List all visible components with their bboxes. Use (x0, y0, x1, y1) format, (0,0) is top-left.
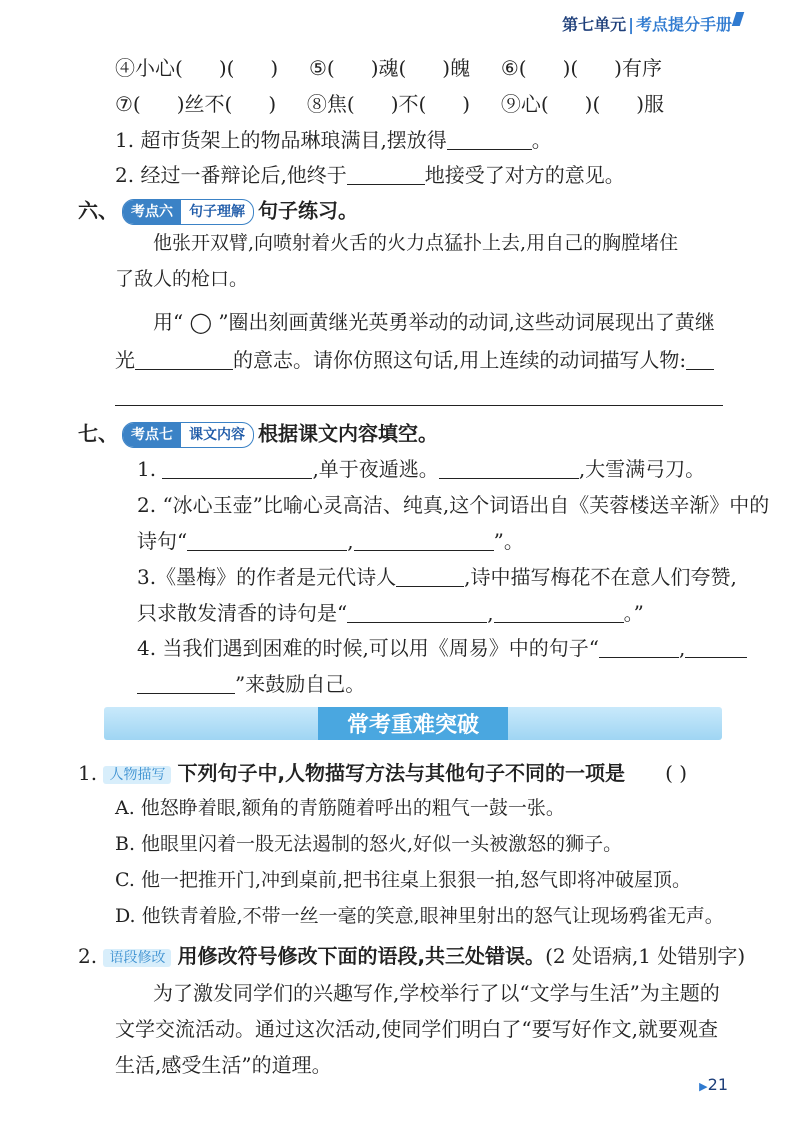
answer-blank[interactable] (447, 131, 532, 150)
answer-paren[interactable]: ( ) (665, 761, 688, 785)
instruction-line-1: 用“ ◯ ”圈出刻画黄继光英勇举动的动词,这些动词展现出了黄继 (153, 310, 715, 334)
fill-question-3: 3.《墨梅》的作者是元代诗人 ,诗中描写梅花不在意人们夸赞, (137, 565, 737, 589)
fill-question-2-cont: 诗句“ , ”。 (137, 529, 524, 553)
answer-blank[interactable] (685, 639, 747, 658)
answer-blank[interactable] (686, 351, 714, 370)
header-flag-icon (732, 12, 745, 26)
answer-blank[interactable] (135, 351, 233, 370)
option-b[interactable]: B. 他眼里闪着一股无法遏制的怒火,好似一头被激怒的狮子。 (115, 833, 623, 855)
sentence-line-1: 他张开双臂,向喷射着火舌的火力点猛扑上去,用自己的胸膛堵住 (153, 232, 679, 254)
section-7-heading: 七、 考点七 课文内容 根据课文内容填空。 (78, 422, 438, 448)
section-banner (104, 707, 722, 740)
page-arrow-icon: ▶ (699, 1080, 708, 1093)
option-a[interactable]: A. 他怒睁着眼,额角的青筋随着呼出的粗气一鼓一张。 (115, 797, 565, 819)
writing-line[interactable] (115, 405, 723, 406)
handbook-title: 考点提分手册 (635, 15, 732, 34)
sentence-line-2: 了敌人的枪口。 (115, 268, 249, 290)
option-c[interactable]: C. 他一把推开门,冲到桌前,把书往桌上狠狠一拍,怒气即将冲破屋顶。 (115, 869, 692, 891)
answer-blank[interactable] (354, 532, 494, 551)
paragraph-line-2: 文学交流活动。通过这次活动,使同学们明白了“要写好作文,就要观查 (115, 1017, 718, 1041)
banner-title: 常考重难突破 (318, 707, 508, 740)
running-header (562, 12, 732, 35)
fill-question-2: 2. “冰心玉壶”比喻心灵高洁、纯真,这个词语出自《芙蓉楼送辛渐》中的 (137, 493, 770, 517)
fill-question-1: 1. ,单于夜遁逃。 ,大雪满弓刀。 (137, 457, 706, 481)
paragraph-line-3: 生活,感受生活”的道理。 (115, 1053, 332, 1077)
idiom-row-2: ⑦( )丝不( ) ⑧焦( )不( ) ⑨心( )( )服 (115, 92, 665, 116)
answer-blank[interactable] (396, 568, 464, 587)
practice-1-heading: 1. 人物描写 下列句子中,人物描写方法与其他句子不同的一项是 ( ) (78, 761, 688, 785)
kaodian-tag: 考点六 句子理解 (122, 199, 254, 225)
fill-question-4: 4. 当我们遇到困难的时候,可以用《周易》中的句子“ , (137, 638, 747, 658)
answer-blank[interactable] (137, 675, 235, 694)
note: (2 处语病,1 处错别字) (545, 944, 746, 968)
answer-blank[interactable] (187, 532, 347, 551)
answer-blank[interactable] (162, 460, 312, 479)
answer-blank[interactable] (439, 460, 579, 479)
section-6-heading: 六、 考点六 句子理解 句子练习。 (78, 199, 358, 225)
idiom-row-1: ④小心( )( ) ⑤( )魂( )魄 ⑥( )( )有序 (115, 56, 662, 80)
option-d[interactable]: D. 他铁青着脸,不带一丝一毫的笑意,眼神里射出的怒气让现场鸦雀无声。 (115, 905, 724, 927)
topic-tag: 语段修改 (103, 949, 171, 967)
header-separator: | (628, 15, 634, 34)
answer-blank[interactable] (347, 604, 487, 623)
fill-question-4-cont: ”来鼓励自己。 (137, 674, 365, 694)
instruction-line-2: 光 的意志。请你仿照这句话,用上连续的动词描写人物: (115, 350, 714, 370)
answer-blank[interactable] (494, 604, 624, 623)
idiom-question-2: 2. 经过一番辩论后,他终于 地接受了对方的意见。 (115, 163, 625, 187)
idiom-question-1: 1. 超市货架上的物品琳琅满目,摆放得 。 (115, 128, 552, 152)
paragraph-line-1: 为了激发同学们的兴趣写作,学校举行了以“文学与生活”为主题的 (153, 981, 720, 1005)
practice-2-heading: 2. 语段修改 用修改符号修改下面的语段,共三处错误。(2 处语病,1 处错别字) (78, 944, 746, 968)
topic-tag: 人物描写 (103, 766, 171, 784)
answer-blank[interactable] (599, 639, 679, 658)
unit-label: 第七单元 (562, 15, 627, 34)
answer-blank[interactable] (347, 166, 425, 185)
page-number: ▶21 (699, 1075, 728, 1094)
kaodian-tag: 考点七 课文内容 (122, 422, 254, 448)
fill-question-3-cont: 只求散发清香的诗句是“ , 。” (137, 601, 644, 625)
